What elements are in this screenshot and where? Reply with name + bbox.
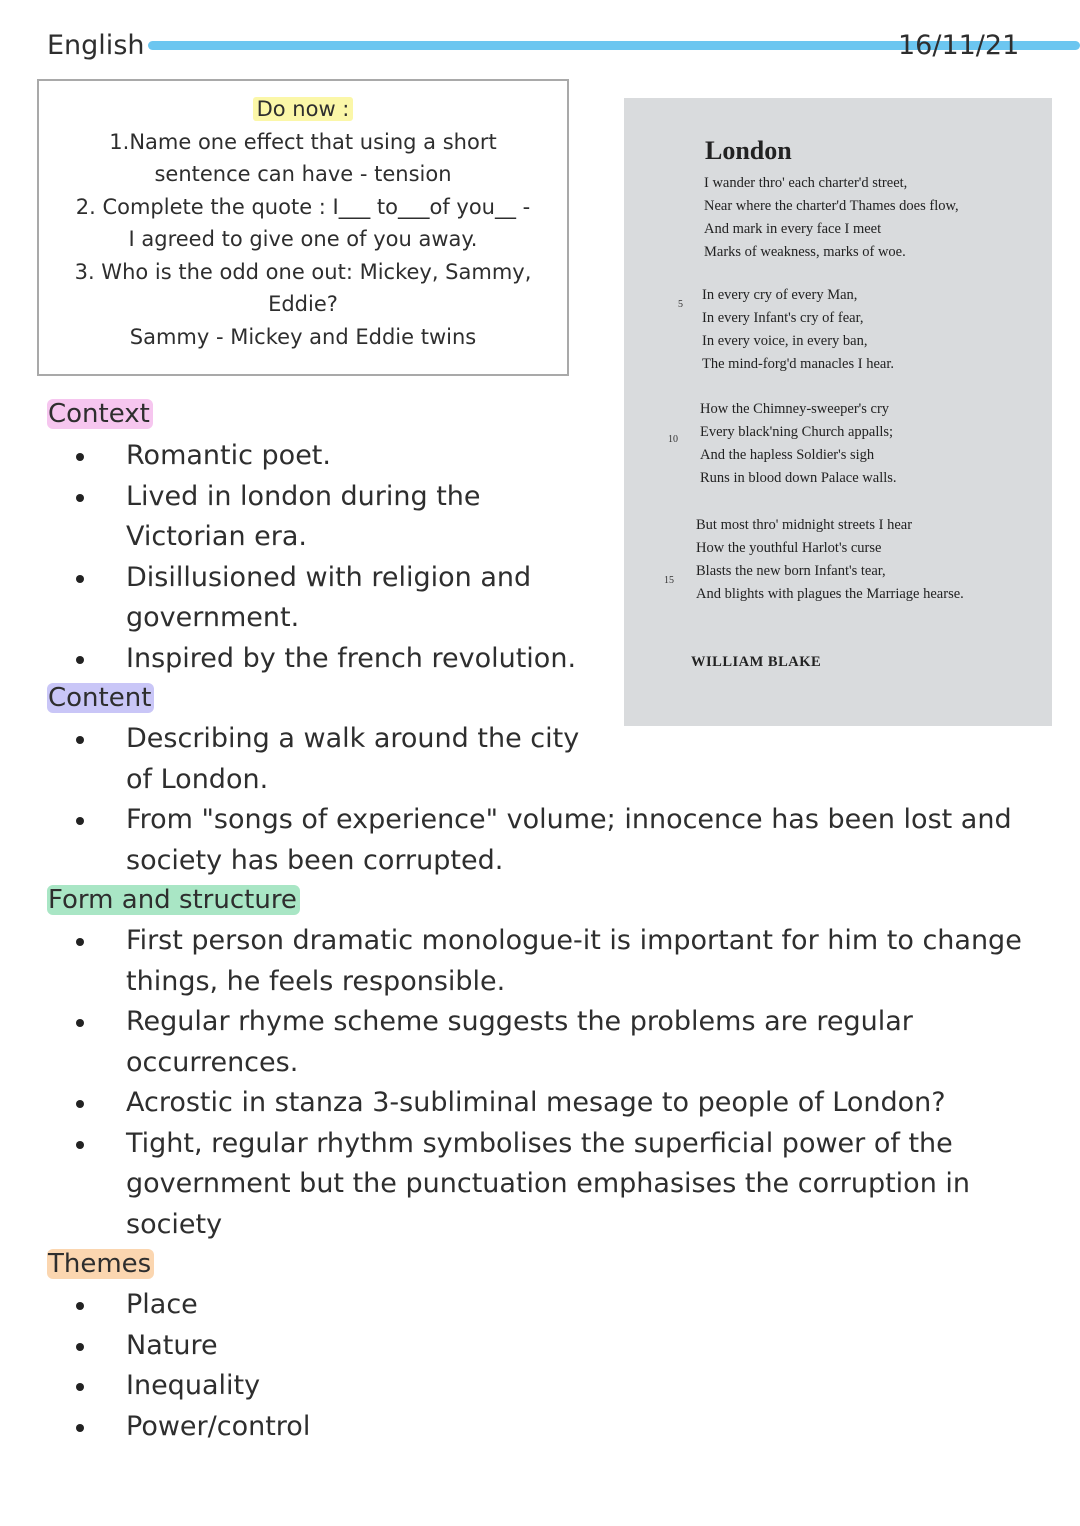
subject-title: English — [47, 30, 145, 61]
date: 16/11/21 — [898, 30, 1020, 61]
line-number: 5 — [678, 299, 683, 310]
list-item: Place — [47, 1285, 647, 1326]
poem-line: And the hapless Soldier's sigh — [700, 447, 875, 463]
themes-heading-text: Themes — [47, 1249, 154, 1279]
list-item: Lived in london during the Victorian era. — [47, 477, 607, 558]
poem-stanza — [696, 514, 964, 606]
do-now-title: Do now : — [253, 97, 354, 121]
line-number: 10 — [668, 434, 678, 445]
list-item: Power/control — [47, 1407, 647, 1448]
list-item: Romantic poet. — [47, 436, 607, 477]
do-now-box — [37, 79, 569, 376]
form-heading-text: Form and structure — [47, 885, 300, 915]
poem-line: The mind-forg'd manacles I hear. — [702, 356, 894, 372]
context-list — [47, 436, 607, 679]
poem-author: WILLIAM BLAKE — [691, 654, 822, 670]
poem-line: Marks of weakness, marks of woe. — [704, 244, 906, 260]
poem-photo — [624, 98, 1052, 726]
line-number: 15 — [664, 575, 674, 586]
poem-line: How the Chimney-sweeper's cry — [700, 401, 890, 417]
form-list — [47, 921, 1037, 1245]
form-heading — [47, 884, 300, 916]
themes-list — [47, 1285, 647, 1447]
list-item: Acrostic in stanza 3-subliminal mesage to people of London? — [47, 1083, 1037, 1124]
poem-line: Near where the charter'd Thames does flow, — [704, 198, 959, 214]
list-item: Regular rhyme scheme suggests the problems are regular occurrences. — [47, 1002, 926, 1083]
do-now-line: Eddie? — [268, 292, 338, 316]
context-heading-text: Context — [47, 399, 153, 429]
list-item: From "songs of experience" volume; innocence has been lost and society has been corrupted. — [47, 800, 1037, 881]
list-item: Inspired by the french revolution. — [47, 639, 607, 680]
context-heading — [47, 398, 153, 430]
do-now-line: 3. Who is the odd one out: Mickey, Sammy, — [74, 259, 532, 284]
do-now-line: sentence can have - tension — [154, 162, 452, 186]
do-now-line: I agreed to give one of you away. — [128, 227, 478, 251]
poem-line: Every black'ning Church appalls; — [700, 424, 894, 440]
list-item: Disillusioned with religion and government. — [47, 558, 607, 639]
poem-line: I wander thro' each charter'd street, — [704, 175, 908, 191]
list-item: Tight, regular rhythm symbolises the superficial power of the government but the punctuation emphasises the corruption in society — [47, 1124, 1037, 1246]
content-list — [47, 719, 1037, 881]
content-heading-text: Content — [47, 683, 154, 713]
poem-stanza — [700, 398, 897, 490]
poem-line: But most thro' midnight streets I hear — [696, 517, 913, 533]
do-now-line: Sammy - Mickey and Eddie twins — [129, 324, 477, 349]
poem-line: In every Infant's cry of fear, — [702, 310, 864, 326]
poem-line: How the youthful Harlot's curse — [696, 540, 882, 556]
poem-stanza — [702, 284, 894, 376]
poem-stanza — [704, 172, 959, 264]
poem-title: London — [705, 136, 792, 165]
list-item: First person dramatic monologue-it is important for him to change things, he feels responsible. — [47, 921, 1037, 1002]
poem-line: And blights with plagues the Marriage hearse. — [696, 586, 964, 602]
do-now-line: 1.Name one effect that using a short — [109, 129, 497, 154]
themes-heading — [47, 1248, 154, 1280]
content-heading — [47, 682, 154, 714]
poem-line: In every cry of every Man, — [702, 287, 858, 303]
poem-line: Blasts the new born Infant's tear, — [696, 563, 886, 579]
list-item: Describing a walk around the city of London. — [47, 719, 606, 800]
do-now-line: 2. Complete the quote : I___ to___of you__ - — [75, 194, 531, 219]
poem-line: And mark in every face I meet — [704, 221, 882, 237]
list-item: Inequality — [47, 1366, 647, 1407]
poem-line: Runs in blood down Palace walls. — [700, 470, 897, 486]
poem-line: In every voice, in every ban, — [702, 333, 868, 349]
list-item: Nature — [47, 1326, 647, 1367]
